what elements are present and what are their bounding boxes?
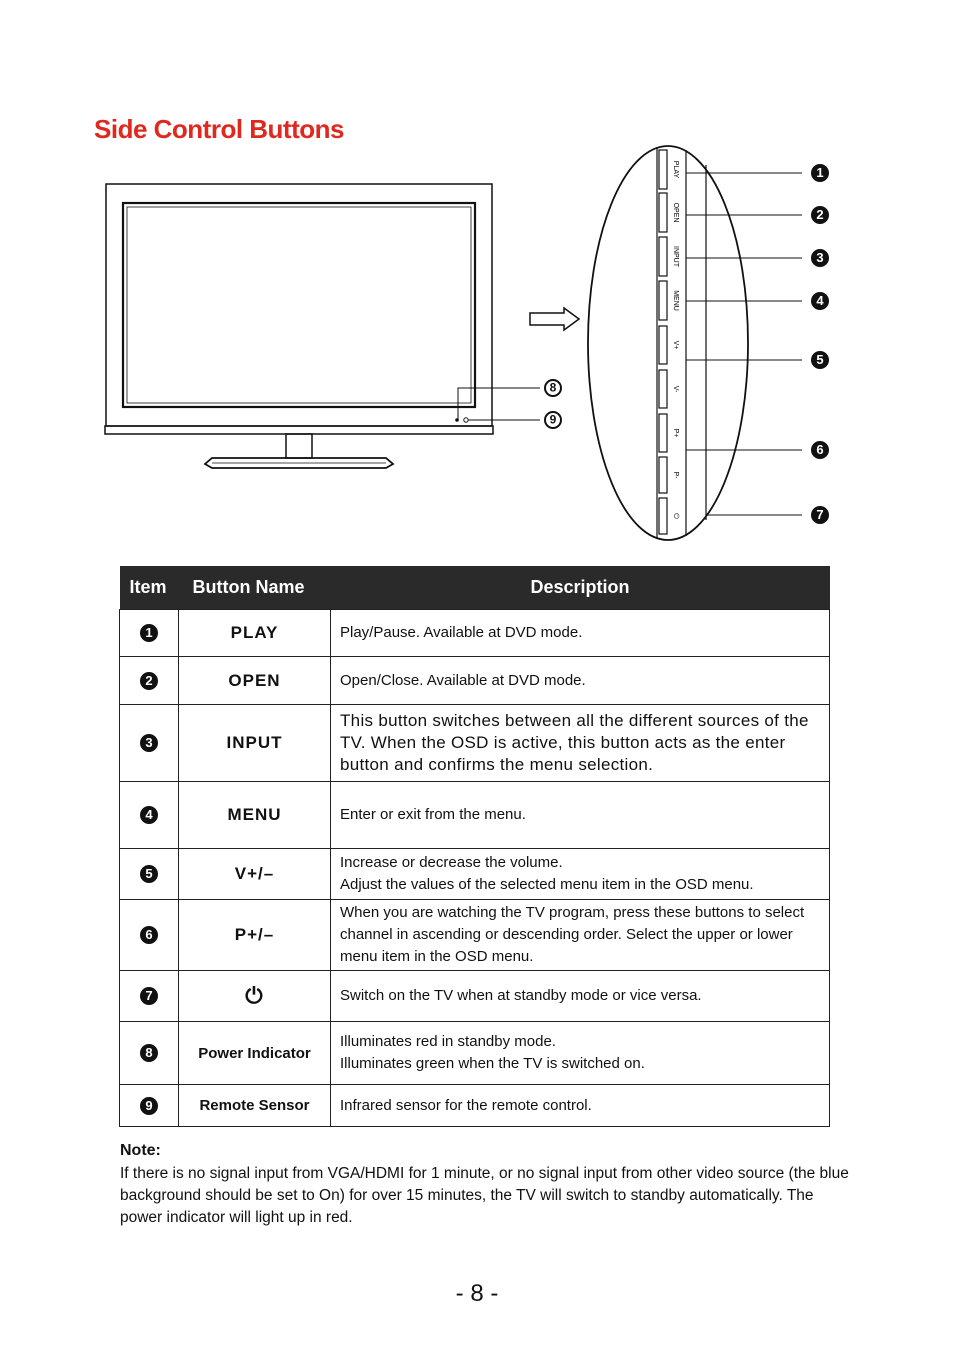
page-number: - 8 - [455,1280,499,1307]
side-button-label: PLAY [672,160,680,179]
table-row [120,849,830,900]
side-button-shape [659,457,667,493]
note-heading: Note: [120,1142,161,1159]
button-description [331,1022,830,1085]
item-number: 5 [140,865,158,883]
side-button-label: V+ [672,340,680,350]
button-description [331,849,830,900]
button-name: Power Indicator [179,1022,331,1085]
side-button-shape [659,281,667,320]
callout-number: 6 [816,441,824,457]
button-table [119,566,830,1127]
table-row [120,705,830,782]
callout-number: 5 [816,351,824,367]
button-description: Play/Pause. Available at DVD mode. [331,610,830,657]
side-button-shape [659,237,667,276]
description-line: Adjust the values of the selected menu item in the OSD menu. [340,876,754,893]
item-number: 7 [140,987,158,1005]
item-number: 4 [140,806,158,824]
side-button-shape [659,414,667,452]
table-row [120,1022,830,1085]
callout-number: 2 [816,206,824,222]
callout-number: 9 [549,412,557,427]
table-row [120,782,830,849]
button-name: Remote Sensor [179,1085,331,1127]
side-button-label: OPEN [672,202,680,223]
table-row [120,900,830,971]
side-button-shape [659,370,667,408]
table-row [120,610,830,657]
button-description: Infrared sensor for the remote control. [331,1085,830,1127]
side-button-shape [659,326,667,364]
item-number: 8 [140,1044,158,1062]
page-title: Side Control Buttons [94,114,344,144]
button-name: MENU [179,782,331,849]
item-number: 3 [140,734,158,752]
header-description: Description [331,566,830,610]
callout-number: 1 [816,164,824,180]
side-button-label: MENU [672,290,680,311]
button-description: When you are watching the TV program, press these buttons to select channel in ascending or descending order. Select the upper or lower menu item in the OSD menu. [331,900,830,971]
item-number: 9 [140,1097,158,1115]
button-name: P+/– [179,900,331,971]
description-line: Illuminates red in standby mode. [340,1033,556,1050]
button-description: Switch on the TV when at standby mode or vice versa. [331,971,830,1022]
callout-number: 4 [816,292,824,308]
arrow-icon [530,308,579,330]
button-name: OPEN [179,657,331,705]
side-button-label: V- [672,385,680,393]
side-button-shape [659,498,667,534]
button-description: Open/Close. Available at DVD mode. [331,657,830,705]
side-button-label: P- [672,471,680,479]
button-name: V+/– [179,849,331,900]
side-button-shape [659,150,667,189]
button-description: Enter or exit from the menu. [331,782,830,849]
table-row [120,657,830,705]
description-line: Illuminates green when the TV is switched on. [340,1055,645,1072]
button-name: INPUT [179,705,331,782]
item-number: 2 [140,672,158,690]
callout-number: 8 [549,380,557,395]
power-icon: ⏻ [179,971,331,1022]
side-button-label: P+ [672,428,680,438]
callout-number: 7 [816,506,824,522]
remote-sensor-window [464,418,468,422]
table-row [120,1085,830,1127]
tv-front-drawing [105,184,540,468]
header-item: Item [120,566,179,610]
item-number: 6 [140,926,158,944]
side-button-label: ⏻ [672,513,680,519]
description-line: Increase or decrease the volume. [340,854,563,871]
side-button-label: INPUT [672,246,680,267]
button-name: PLAY [179,610,331,657]
callout-number: 3 [816,249,824,265]
header-button-name: Button Name [179,566,331,610]
note-body: If there is no signal input from VGA/HDMI for 1 minute, or no signal input from other video source (the blue background should be set to On) for over 15 minutes, the TV will switch to standby automatically. The power indicator will light up in red. [120,1165,849,1226]
table-header-row [120,566,830,610]
side-button-shape [659,193,667,232]
tv-illustration [0,0,954,560]
button-description: This button switches between all the different sources of the TV. When the OSD is active, this button acts as the enter button and confirms the menu selection. [331,705,830,782]
side-panel-drawing [545,146,829,540]
table-row [120,971,830,1022]
item-number: 1 [140,624,158,642]
